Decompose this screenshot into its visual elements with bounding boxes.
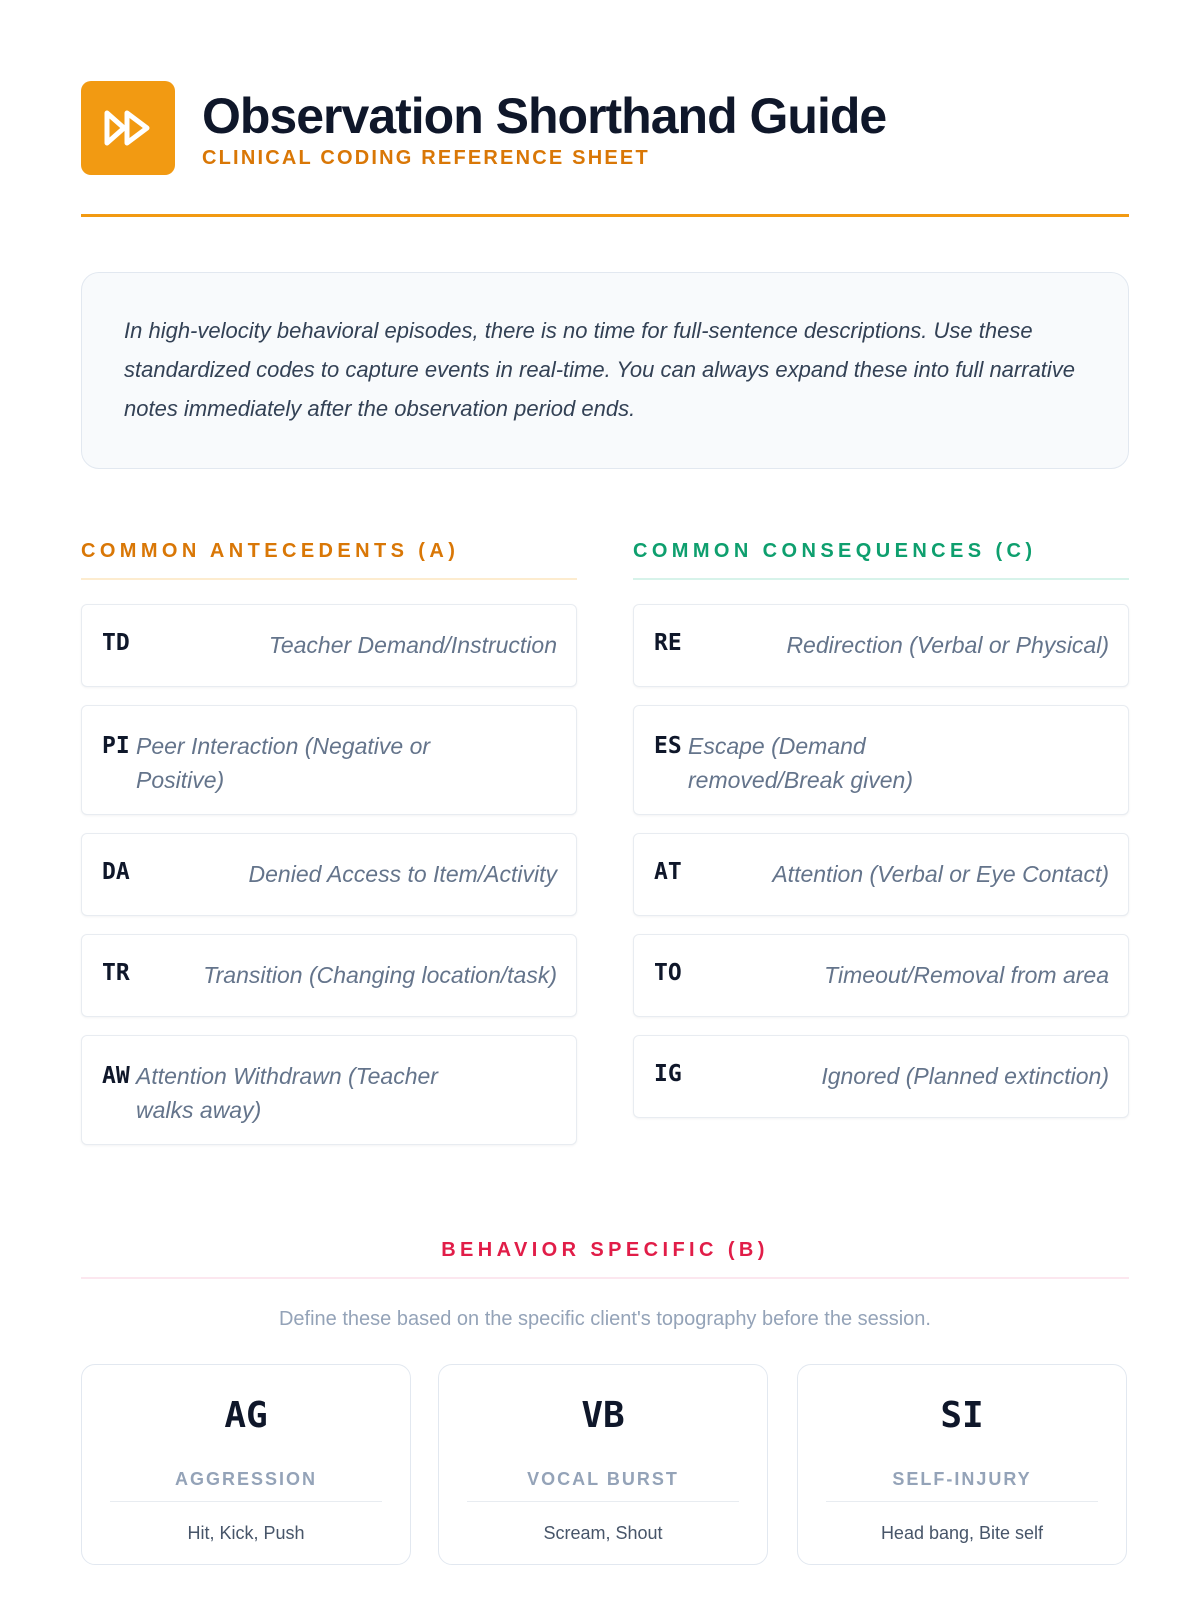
intro-callout (81, 272, 1129, 469)
code-description: Escape (Demand removed/Break given) (688, 733, 913, 793)
antecedents-title: COMMON ANTECEDENTS (A) (81, 534, 577, 580)
behavior-name: VOCAL BURST (527, 1469, 679, 1489)
code-description: Redirection (Verbal or Physical) (786, 632, 1109, 658)
code-description: Ignored (Planned extinction) (821, 1063, 1109, 1089)
behavior-code: SI (940, 1395, 984, 1436)
page-title: Observation Shorthand Guide (202, 88, 887, 144)
code-card-es (633, 705, 1129, 815)
code-card-pi (81, 705, 577, 815)
behavior-code: VB (581, 1395, 625, 1436)
consequences-title: COMMON CONSEQUENCES (C) (633, 534, 1129, 580)
behavior-card-vb (438, 1364, 768, 1565)
code-description: Attention (Verbal or Eye Contact) (772, 861, 1109, 887)
behavior-card-si (797, 1364, 1127, 1565)
code-description: Teacher Demand/Instruction (268, 632, 557, 658)
code-card-aw (81, 1035, 577, 1145)
behavior-name: SELF-INJURY (892, 1469, 1032, 1489)
code-label: TO (654, 960, 682, 986)
code-card-to (633, 934, 1129, 1017)
code-card-da (81, 833, 577, 916)
code-label: AW (102, 1063, 130, 1089)
code-label: TR (102, 960, 130, 986)
behavior-note: Define these based on the specific client's topography before the session. (278, 1308, 931, 1330)
divider (110, 1501, 382, 1502)
code-label: ES (654, 733, 682, 759)
code-label: AT (654, 859, 682, 885)
behavior-title: BEHAVIOR SPECIFIC (B) (81, 1233, 1129, 1279)
intro-text: In high-velocity behavioral episodes, there is no time for full-sentence descriptions. Use these standardized codes to capture events in real-time. You can always expand these into full narrative notes immediately after the observation period ends. (124, 318, 1076, 421)
divider (826, 1501, 1098, 1502)
code-card-ig (633, 1035, 1129, 1118)
behavior-code: AG (224, 1395, 268, 1436)
code-label: IG (654, 1061, 682, 1087)
code-description: Attention Withdrawn (Teacher walks away) (136, 1063, 438, 1123)
behavior-examples: Hit, Kick, Push (187, 1523, 305, 1543)
page-header (81, 81, 1129, 217)
behavior-name: AGGRESSION (174, 1469, 318, 1489)
code-description: Transition (Changing location/task) (203, 962, 557, 988)
code-description: Timeout/Removal from area (824, 962, 1109, 988)
consequences-section (633, 534, 1129, 1089)
code-card-tr (81, 934, 577, 1017)
code-label: RE (654, 630, 682, 656)
antecedents-section (81, 534, 577, 1123)
page-subtitle: CLINICAL CODING REFERENCE SHEET (202, 147, 650, 169)
code-label: PI (102, 733, 130, 759)
fast-forward-icon (81, 81, 175, 175)
code-label: DA (102, 859, 130, 885)
code-description: Denied Access to Item/Activity (248, 861, 557, 887)
code-card-at (633, 833, 1129, 916)
behavior-examples: Head bang, Bite self (880, 1523, 1044, 1543)
behavior-examples: Scream, Shout (543, 1523, 663, 1543)
code-card-td (81, 604, 577, 687)
code-description: Peer Interaction (Negative or Positive) (136, 733, 431, 793)
divider (467, 1501, 739, 1502)
code-label: TD (102, 630, 130, 656)
code-card-re (633, 604, 1129, 687)
behavior-card-ag (81, 1364, 411, 1565)
